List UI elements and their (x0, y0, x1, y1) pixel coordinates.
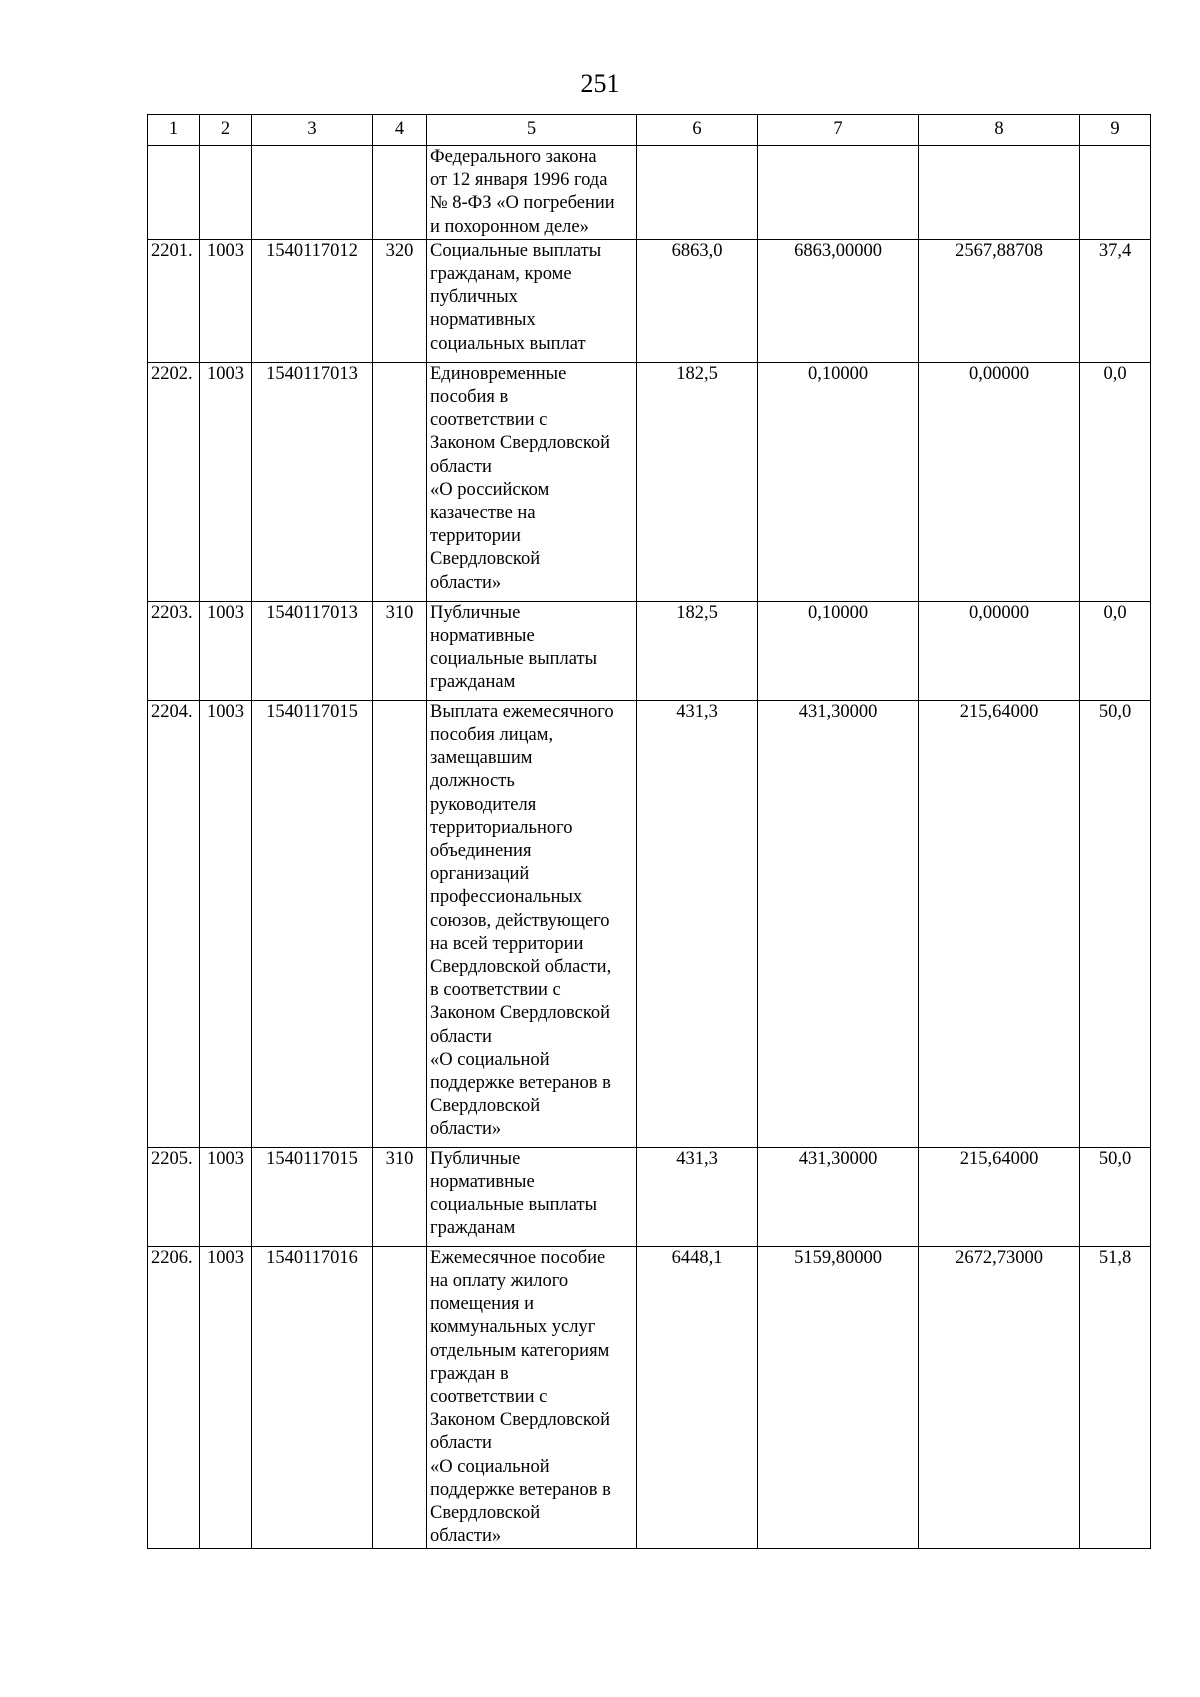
value-col6-cell (637, 146, 758, 240)
value-col6-cell: 6863,0 (637, 239, 758, 362)
description-line: коммунальных услуг (430, 1317, 596, 1338)
value-col7-cell: 431,30000 (758, 700, 919, 1147)
description-line: Свердловской (430, 1503, 541, 1524)
description-cell (427, 1147, 637, 1246)
target-code-cell: 1540117015 (252, 1147, 373, 1246)
description-line: области» (430, 572, 502, 593)
row-number-cell: 2202. (148, 362, 200, 601)
description-cell (427, 146, 637, 240)
section-code-cell (200, 146, 252, 240)
value-col8-cell: 2672,73000 (919, 1246, 1080, 1549)
column-header: 4 (373, 115, 427, 146)
description-line: социальные выплаты (430, 1195, 598, 1216)
description-line: области» (430, 1526, 502, 1547)
description-line: Законом Свердловской (430, 1410, 611, 1431)
description-line: Свердловской (430, 1096, 541, 1117)
description-cell (427, 362, 637, 601)
description-cell (427, 239, 637, 362)
table-row (148, 601, 1151, 700)
row-number-cell: 2201. (148, 239, 200, 362)
description-line: территориального (430, 817, 573, 838)
value-col9-cell: 50,0 (1080, 1147, 1151, 1246)
target-code-cell: 1540117016 (252, 1246, 373, 1549)
description-line: Выплата ежемесячного (430, 701, 614, 722)
column-header: 1 (148, 115, 200, 146)
description-line: Публичные (430, 1148, 521, 1169)
column-header: 9 (1080, 115, 1151, 146)
column-header: 2 (200, 115, 252, 146)
description-line: социальные выплаты (430, 649, 598, 670)
description-line: гражданам, кроме (430, 264, 572, 285)
description-line: на всей территории (430, 933, 584, 954)
column-header: 5 (427, 115, 637, 146)
row-number-cell: 2203. (148, 601, 200, 700)
description-line: и похоронном деле» (430, 216, 589, 237)
description-cell (427, 1246, 637, 1549)
expense-type-cell (373, 1246, 427, 1549)
description-line: в соответствии с (430, 980, 561, 1001)
section-code-cell: 1003 (200, 1246, 252, 1549)
description-line: Законом Свердловской (430, 1003, 611, 1024)
description-line: отдельным категориям (430, 1340, 610, 1361)
description-line: пособия лицам, (430, 725, 554, 746)
column-header: 6 (637, 115, 758, 146)
value-col7-cell: 0,10000 (758, 601, 919, 700)
description-line: организаций (430, 864, 530, 885)
description-line: объединения (430, 841, 532, 862)
description-line: Федерального закона (430, 147, 597, 167)
description-line: области (430, 456, 492, 477)
description-line: гражданам (430, 672, 516, 693)
row-number-cell: 2204. (148, 700, 200, 1147)
expense-type-cell: 310 (373, 1147, 427, 1246)
target-code-cell: 1540117013 (252, 601, 373, 700)
description-line: № 8-ФЗ «О погребении (430, 193, 615, 214)
value-col9-cell: 51,8 (1080, 1246, 1151, 1549)
description-line: «О социальной (430, 1049, 550, 1070)
description-line: социальных выплат (430, 333, 586, 354)
expense-type-cell: 320 (373, 239, 427, 362)
expense-type-cell (373, 146, 427, 240)
description-line: поддержке ветеранов в (430, 1479, 611, 1500)
value-col6-cell: 182,5 (637, 362, 758, 601)
table-row (148, 1147, 1151, 1246)
description-line: Свердловской области, (430, 957, 612, 978)
description-line: Ежемесячное пособие (430, 1247, 606, 1268)
description-line: нормативных (430, 310, 536, 331)
column-header: 8 (919, 115, 1080, 146)
description-line: Свердловской (430, 549, 541, 570)
value-col8-cell: 0,00000 (919, 601, 1080, 700)
description-line: помещения и (430, 1294, 535, 1315)
section-code-cell: 1003 (200, 239, 252, 362)
description-line: замещавшим (430, 748, 533, 769)
table-row (148, 146, 1151, 240)
section-code-cell: 1003 (200, 700, 252, 1147)
expense-type-cell: 310 (373, 601, 427, 700)
budget-table (147, 114, 1151, 1549)
description-line: нормативные (430, 626, 535, 647)
value-col7-cell: 6863,00000 (758, 239, 919, 362)
value-col6-cell: 182,5 (637, 601, 758, 700)
column-header: 3 (252, 115, 373, 146)
description-line: от 12 января 1996 года (430, 170, 608, 191)
expense-type-cell (373, 362, 427, 601)
description-line: «О российском (430, 479, 550, 500)
description-line: пособия в (430, 387, 509, 408)
description-line: области (430, 1026, 492, 1047)
value-col7-cell: 5159,80000 (758, 1246, 919, 1549)
value-col8-cell: 2567,88708 (919, 239, 1080, 362)
value-col7-cell (758, 146, 919, 240)
header-row (148, 115, 1151, 146)
description-line: области (430, 1433, 492, 1454)
row-number-cell (148, 146, 200, 240)
value-col9-cell (1080, 146, 1151, 240)
description-line: нормативные (430, 1172, 535, 1193)
description-line: Единовременные (430, 363, 567, 384)
description-line: на оплату жилого (430, 1271, 569, 1292)
description-line: области» (430, 1119, 502, 1140)
table-row (148, 239, 1151, 362)
value-col9-cell: 0,0 (1080, 362, 1151, 601)
description-line: гражданам (430, 1218, 516, 1239)
value-col6-cell: 6448,1 (637, 1246, 758, 1549)
description-line: союзов, действующего (430, 910, 610, 931)
row-number-cell: 2205. (148, 1147, 200, 1246)
value-col9-cell: 37,4 (1080, 239, 1151, 362)
value-col6-cell: 431,3 (637, 1147, 758, 1246)
description-line: Социальные выплаты (430, 240, 602, 261)
table-row (148, 1246, 1151, 1549)
description-line: руководителя (430, 794, 537, 815)
table-row (148, 700, 1151, 1147)
description-line: соответствии с (430, 1387, 548, 1408)
value-col6-cell: 431,3 (637, 700, 758, 1147)
description-line: Публичные (430, 602, 521, 623)
description-line: должность (430, 771, 515, 792)
value-col8-cell: 215,64000 (919, 1147, 1080, 1246)
description-line: граждан в (430, 1363, 509, 1384)
page-number: 251 (580, 69, 620, 98)
value-col8-cell: 0,00000 (919, 362, 1080, 601)
value-col8-cell (919, 146, 1080, 240)
description-line: территории (430, 526, 521, 547)
description-line: профессиональных (430, 887, 583, 908)
column-header: 7 (758, 115, 919, 146)
row-number-cell: 2206. (148, 1246, 200, 1549)
table-row (148, 362, 1151, 601)
value-col7-cell: 0,10000 (758, 362, 919, 601)
expense-type-cell (373, 700, 427, 1147)
target-code-cell: 1540117015 (252, 700, 373, 1147)
description-line: «О социальной (430, 1456, 550, 1477)
description-line: Законом Свердловской (430, 433, 611, 454)
target-code-cell: 1540117013 (252, 362, 373, 601)
value-col9-cell: 0,0 (1080, 601, 1151, 700)
target-code-cell (252, 146, 373, 240)
target-code-cell: 1540117012 (252, 239, 373, 362)
value-col8-cell: 215,64000 (919, 700, 1080, 1147)
description-line: казачестве на (430, 503, 536, 524)
description-line: соответствии с (430, 410, 548, 431)
section-code-cell: 1003 (200, 601, 252, 700)
description-line: публичных (430, 287, 518, 308)
value-col7-cell: 431,30000 (758, 1147, 919, 1246)
description-line: поддержке ветеранов в (430, 1073, 611, 1094)
description-cell (427, 601, 637, 700)
section-code-cell: 1003 (200, 362, 252, 601)
value-col9-cell: 50,0 (1080, 700, 1151, 1147)
section-code-cell: 1003 (200, 1147, 252, 1246)
description-cell (427, 700, 637, 1147)
